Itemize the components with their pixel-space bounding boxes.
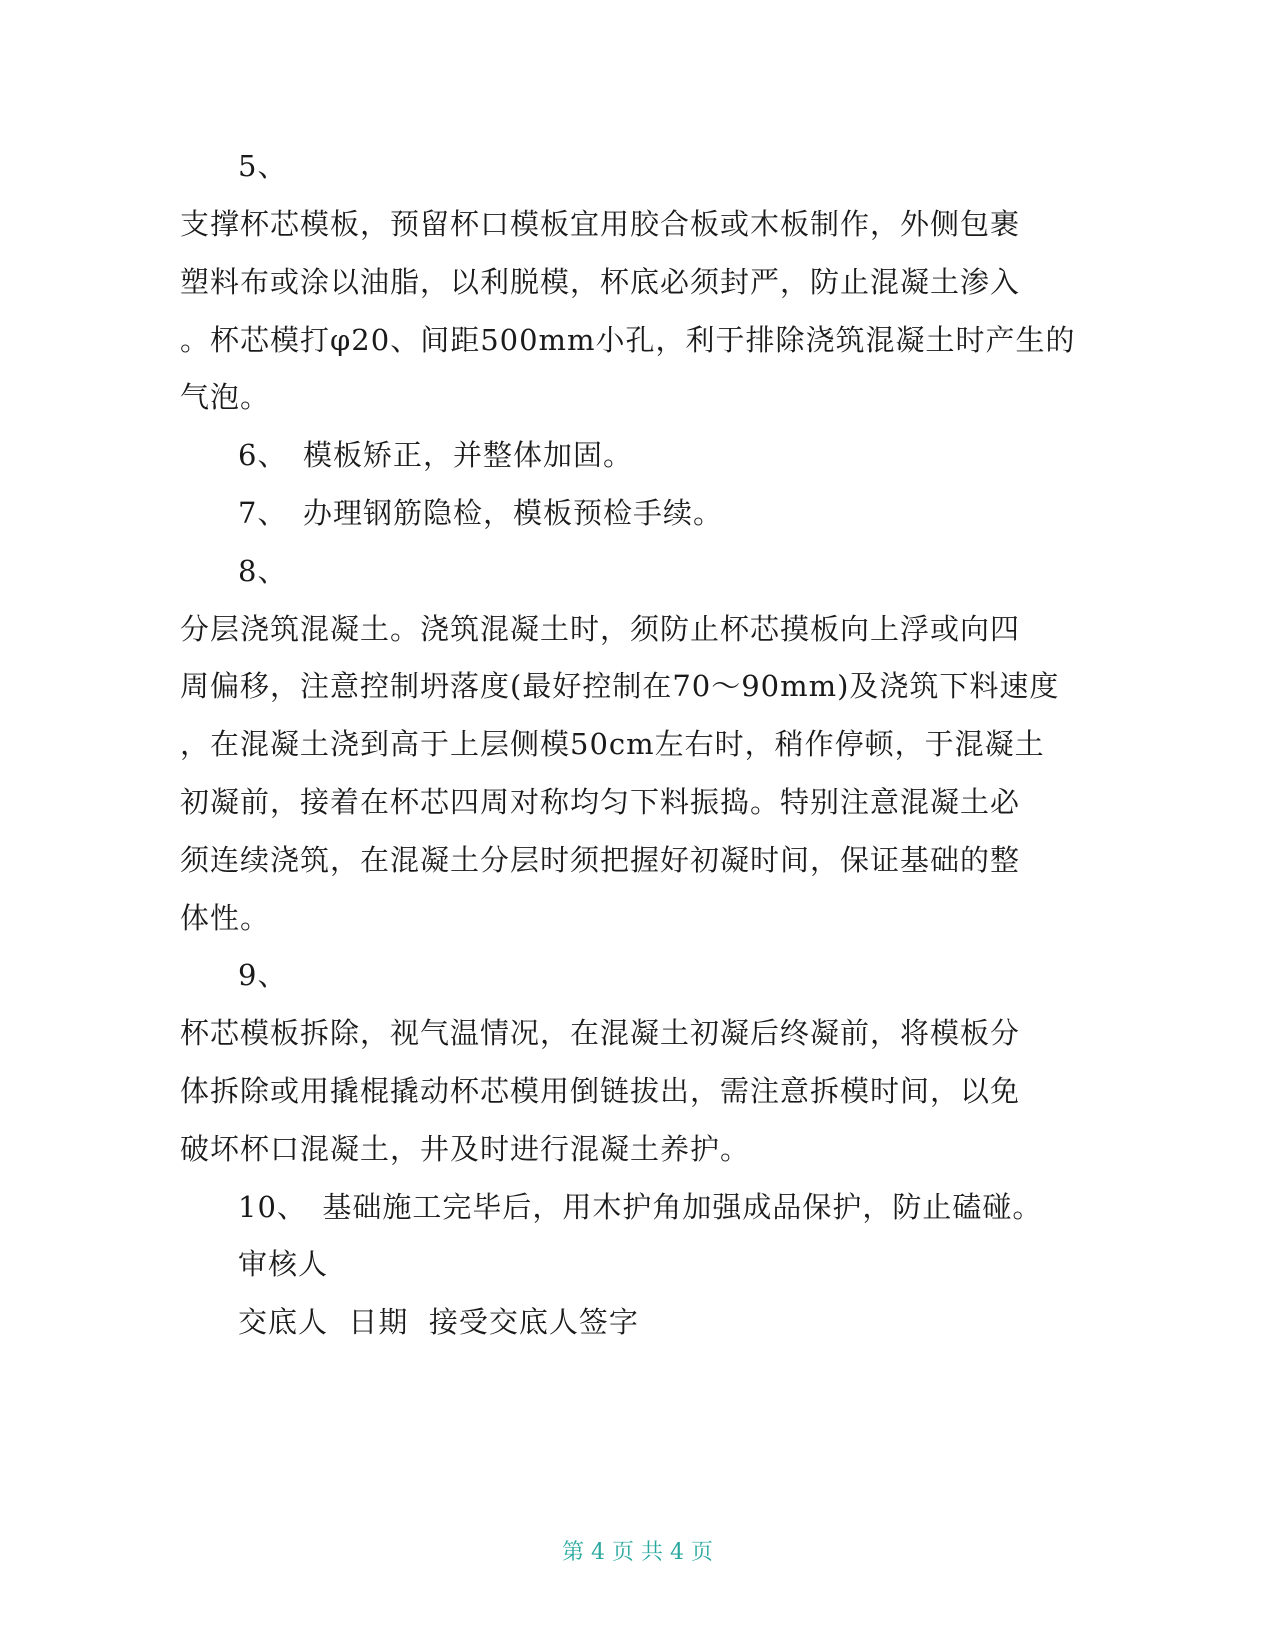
item-9-number: 9、 xyxy=(238,958,288,992)
item-5-number: 5、 xyxy=(238,149,288,183)
item-8-number: 8、 xyxy=(238,554,288,588)
item-9-text-line-1: 杯芯模板拆除，视气温情况，在混凝土初凝后终凝前，将模板分 xyxy=(180,1016,1021,1050)
item-6: 6、 模板矫正，并整体加固。 xyxy=(238,438,633,472)
item-5-text-line-3: 。杯芯模打φ20、间距500mm小孔，利于排除浇筑混凝土时产生的 xyxy=(180,323,1076,357)
item-8-text-line-1: 分层浇筑混凝土。浇筑混凝土时，须防止杯芯摸板向上浮或向四 xyxy=(180,612,1021,646)
reviewer-label: 审核人 xyxy=(238,1247,329,1281)
item-8-text-line-3: ，在混凝土浇到高于上层侧模50cm左右时，稍作停顿，于混凝土 xyxy=(180,727,1045,761)
item-5-text-line-2: 塑料布或涂以油脂，以利脱模，杯底必须封严，防止混凝土渗入 xyxy=(180,265,1021,299)
item-9-text-line-2: 体拆除或用撬棍撬动杯芯模用倒链拔出，需注意拆模时间，以免 xyxy=(180,1074,1021,1108)
item-9-text-line-3: 破坏杯口混凝土，井及时进行混凝土养护。 xyxy=(180,1132,751,1166)
page-number-footer: 第 4 页 共 4 页 xyxy=(562,1540,713,1565)
item-5-text-line-1: 支撑杯芯模板，预留杯口模板宜用胶合板或木板制作，外侧包裹 xyxy=(180,207,1021,241)
item-10: 10、 基础施工完毕后，用木护角加强成品保护，防止磕碰。 xyxy=(238,1190,1043,1224)
item-8-text-line-2: 周偏移，注意控制坍落度(最好控制在70～90mm)及浇筑下料速度 xyxy=(180,669,1060,703)
item-5-text-line-4: 气泡。 xyxy=(180,380,271,414)
item-7: 7、 办理钢筋隐检，模板预检手续。 xyxy=(238,496,723,530)
item-8-text-line-6: 体性。 xyxy=(180,901,271,935)
signature-labels: 交底人 日期 接受交底人签字 xyxy=(238,1305,639,1339)
item-8-text-line-5: 须连续浇筑，在混凝土分层时须把握好初凝时间，保证基础的整 xyxy=(180,843,1021,877)
item-8-text-line-4: 初凝前，接着在杯芯四周对称均匀下料振捣。特别注意混凝土必 xyxy=(180,785,1021,819)
